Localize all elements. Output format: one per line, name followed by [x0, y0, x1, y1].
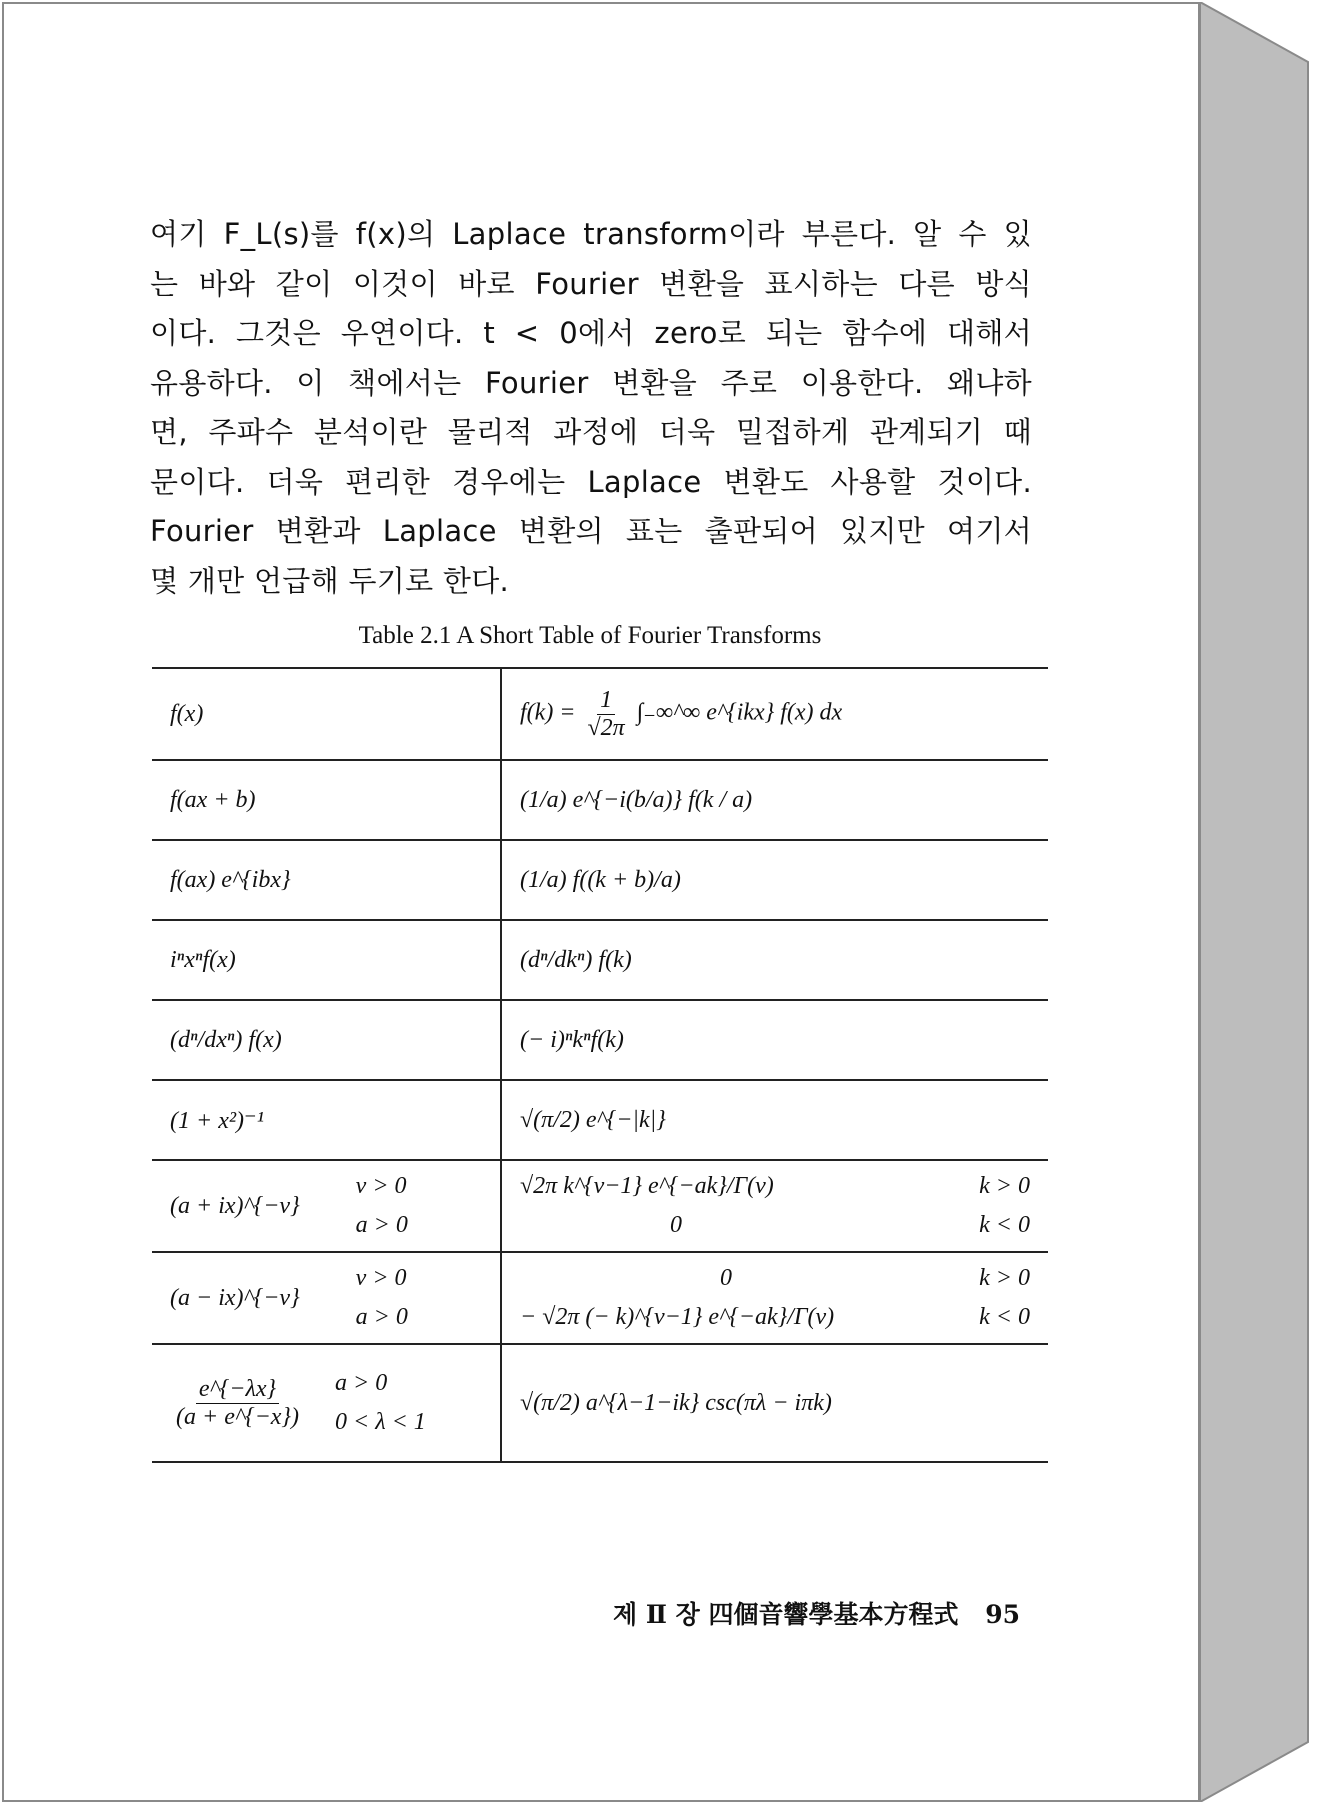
row-left: (1 + x²)⁻¹	[170, 1107, 264, 1134]
condition: k < 0	[979, 1304, 1030, 1330]
row-right: (1/a) e^{−i(b/a)} f(k / a)	[520, 786, 753, 813]
page-number: 95	[985, 1600, 1020, 1629]
row-left: f(ax + b)	[170, 786, 256, 813]
header-right-rhs: ∫₋∞^∞ e^{ikx} f(x) dx	[636, 699, 843, 726]
paragraph-line: 면, 주파수 분석이란 물리적 과정에 더욱 밀접하게 관계되기 때	[150, 415, 1032, 449]
table-row	[152, 760, 1048, 840]
row-left-fraction: $\frac{e\^{}\{-\lambda x\}}{(a + e\^{}\{-x\})}$	[176, 1376, 299, 1430]
condition: ν > 0	[355, 1265, 407, 1291]
paragraph-line: Fourier 변환과 Laplace 변환의 표는 출판되어 있지만 여기서	[150, 514, 1032, 548]
header-right-lhs: f(k) =	[520, 699, 576, 726]
body-paragraph	[150, 210, 1032, 606]
row-left: (a − ix)^{−ν}	[170, 1284, 300, 1311]
paragraph-line: 이다. 그것은 우연이다. t < 0에서 zero로 되는 함수에 대해서	[150, 316, 1032, 350]
paragraph-line: 몇 개만 언급해 두기로 한다.	[150, 563, 510, 598]
header-left: f(x)	[170, 700, 204, 727]
condition: k > 0	[979, 1173, 1030, 1199]
paragraph-line: 여기 F_L(s)를 f(x)의 Laplace transform이라 부른다. 알 수 있	[150, 217, 1032, 251]
condition: k > 0	[979, 1265, 1030, 1291]
condition: 0 < λ < 1	[335, 1409, 426, 1435]
table-row	[152, 1160, 1048, 1252]
table-row	[152, 920, 1048, 1000]
row-right: √2π k^{ν−1} e^{−ak}/Γ(ν)	[520, 1173, 774, 1199]
table-row	[152, 1000, 1048, 1080]
row-right: (1/a) f((k + b)/a)	[520, 866, 681, 893]
table-row	[152, 1344, 1048, 1462]
chapter-title: 제 Ⅱ 장 四個音響學基本方程式	[613, 1600, 959, 1629]
condition: ν > 0	[355, 1173, 407, 1199]
page-footer	[600, 1595, 1020, 1631]
row-left: f(ax) e^{ibx}	[170, 866, 291, 893]
table-header-row	[152, 668, 1048, 760]
fourier-transform-table	[152, 667, 1048, 1463]
table-row	[152, 1252, 1048, 1344]
row-right: 0	[670, 1212, 682, 1238]
header-fraction: $\frac{1}{√2\pi}$	[587, 687, 625, 741]
table-row	[152, 840, 1048, 920]
paragraph-line: 문이다. 더욱 편리한 경우에는 Laplace 변환도 사용할 것이다.	[150, 464, 1032, 499]
row-right: (− i)ⁿkⁿf(k)	[520, 1026, 624, 1053]
condition: k < 0	[979, 1212, 1030, 1238]
table-caption: Table 2.1 A Short Table of Fourier Transforms	[358, 622, 822, 649]
page-edge-shadow	[1200, 2, 1315, 1802]
row-right: 0	[720, 1265, 732, 1291]
row-left: iⁿxⁿf(x)	[170, 946, 236, 973]
row-right: √(π/2) e^{−|k|}	[520, 1106, 666, 1133]
table-row	[152, 1080, 1048, 1160]
condition: a > 0	[335, 1370, 388, 1396]
row-right: − √2π (− k)^{ν−1} e^{−ak}/Γ(ν)	[520, 1304, 835, 1330]
paragraph-line: 유용하다. 이 책에서는 Fourier 변환을 주로 이용한다. 왜냐하	[150, 365, 1032, 400]
condition: a > 0	[355, 1212, 408, 1238]
paragraph-line: 는 바와 같이 이것이 바로 Fourier 변환을 표시하는 다른 방식	[150, 266, 1032, 301]
row-right: √(π/2) a^{λ−1−ik} csc(πλ − iπk)	[520, 1389, 832, 1416]
condition: a > 0	[355, 1304, 408, 1330]
row-right: (dⁿ/dkⁿ) f(k)	[520, 946, 632, 973]
row-left: (dⁿ/dxⁿ) f(x)	[170, 1026, 282, 1053]
row-left: (a + ix)^{−ν}	[170, 1192, 300, 1219]
